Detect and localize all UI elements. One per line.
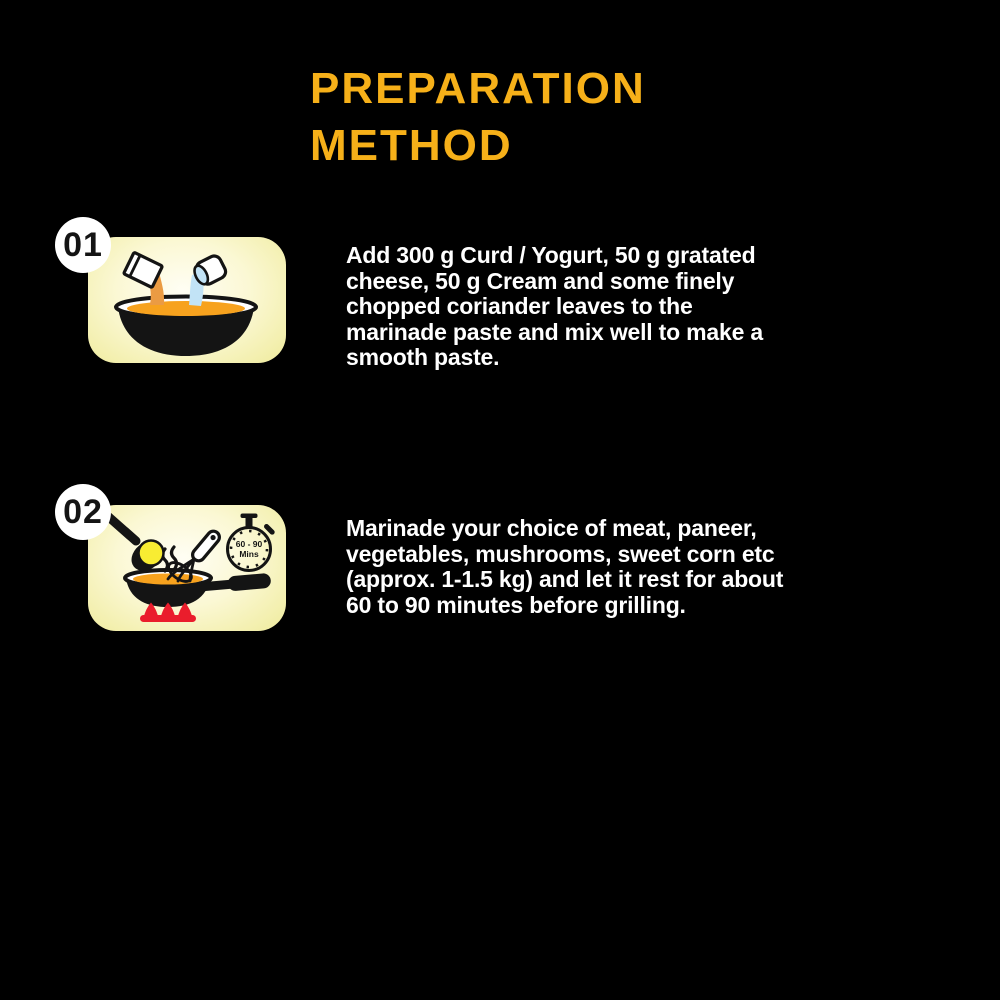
flame-icon <box>140 603 196 623</box>
page-title <box>310 60 646 174</box>
whisk-handle-icon <box>190 529 222 564</box>
step-2-number: 02 <box>63 492 103 531</box>
step-2-text-line: (approx. 1-1.5 kg) and let it rest for about <box>346 566 784 592</box>
step-2-text-line: Marinade your choice of meat, paneer, <box>346 515 757 541</box>
step-1-illustration-card <box>88 237 286 363</box>
step-2-number-badge <box>55 484 111 540</box>
step-1-text-line: Add 300 g Curd / Yogurt, 50 g gratated <box>346 242 756 268</box>
spoon-with-butter-icon <box>102 511 168 577</box>
step-1-number: 01 <box>63 225 103 264</box>
step-1-text-line: cheese, 50 g Cream and some finely <box>346 267 735 294</box>
step-2-text-line: vegetables, mushrooms, sweet corn etc <box>346 540 775 567</box>
title-line-1: PREPARATION <box>310 64 646 113</box>
step-1-description <box>346 243 763 371</box>
timer-duration-label: 60 - 90 <box>235 539 263 549</box>
pan-icon <box>125 570 211 607</box>
timer-unit-label: Mins <box>239 549 259 559</box>
step-2-description <box>346 516 783 618</box>
step-2-illustration-card <box>88 505 286 631</box>
step-1-text-line: marinade paste and mix well to make a <box>346 318 763 345</box>
bowl-mixing-icon <box>88 237 286 363</box>
step-1-number-badge <box>55 217 111 273</box>
title-line-2: METHOD <box>310 121 513 170</box>
step-1-text-line: chopped coriander leaves to the <box>346 293 693 319</box>
timer-icon <box>228 514 276 571</box>
pan-cooking-icon <box>88 505 286 631</box>
step-1-text-line: smooth paste. <box>346 344 500 370</box>
step-2-text-line: 60 to 90 minutes before grilling. <box>346 591 686 618</box>
bowl-icon <box>116 297 256 357</box>
